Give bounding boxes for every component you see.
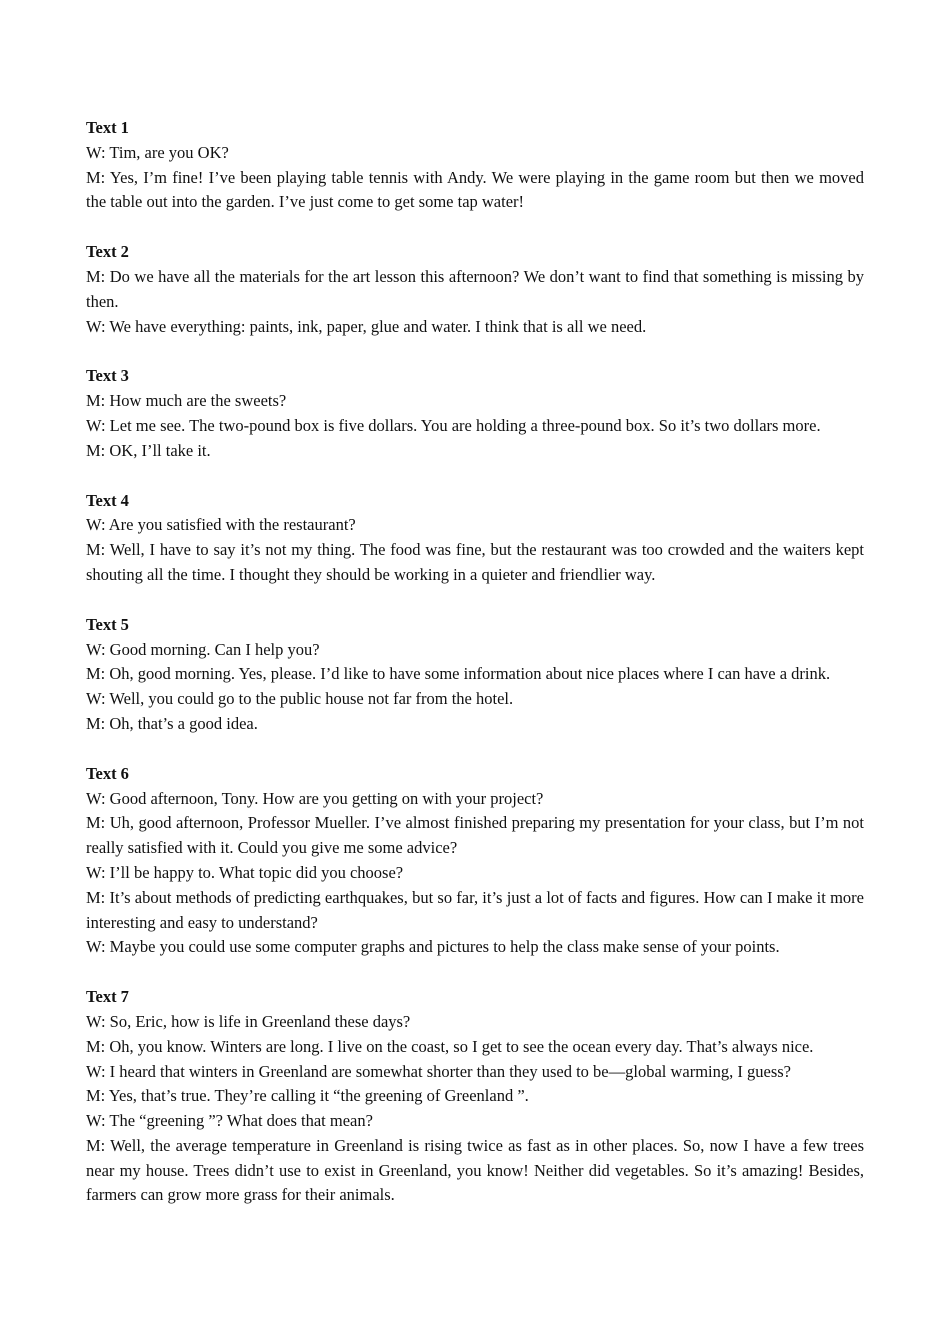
dialogue-line: W: I heard that winters in Greenland are somewhat shorter than they used to be—global warming, I guess? [86,1061,792,1081]
dialogue-line: W: Tim, are you OK? [86,142,229,162]
text-4-section [86,489,864,588]
dialogue-line: W: Well, you could go to the public house not far from the hotel. [86,689,514,709]
dialogue-line: W: Good afternoon, Tony. How are you getting on with your project? [86,788,544,808]
text-5-section [86,613,864,737]
section-title: Text 5 [86,614,129,634]
dialogue-line: W: We have everything: paints, ink, paper, glue and water. I think that is all we need. [86,316,647,336]
dialogue-line: M: How much are the sweets? [86,391,287,411]
text-1-section [86,116,864,215]
text-2-section [86,240,864,339]
dialogue-line: M: Well, I have to say it’s not my thing. The food was fine, but the restaurant was too crowded and the waiters kept shouting all the time. I thought they should be working in a quieter and friendlier way. [86,540,864,584]
section-title: Text 1 [86,118,129,137]
document-page [86,116,864,1233]
dialogue-line: W: Maybe you could use some computer graphs and pictures to help the class make sense of your points. [86,937,780,957]
text-3-section [86,364,864,463]
text-7-section [86,985,864,1208]
dialogue-line: W: The “greening ”? What does that mean? [86,1111,373,1131]
dialogue-line: M: It’s about methods of predicting earthquakes, but so far, it’s just a lot of facts and figures. How can I make it more interesting and easy to understand? [86,887,864,932]
dialogue-line: M: Do we have all the materials for the art lesson this afternoon? We don’t want to find that something is missing by then. [86,266,864,311]
section-title: Text 4 [86,490,129,510]
dialogue-line: M: OK, I’ll take it. [86,440,211,460]
dialogue-line: W: Are you satisfied with the restaurant? [86,515,356,535]
dialogue-line: W: So, Eric, how is life in Greenland these days? [86,1011,411,1031]
section-title: Text 7 [86,987,129,1007]
text-6-section [86,762,864,960]
dialogue-line: M: Well, the average temperature in Greenland is rising twice as fast as in other places. So, now I have a few trees near my house. Trees didn’t use to exist in Greenland, you know! Neither did vegetables. So it’s amazing! Besides, farmers can grow more grass for their animals. [86,1135,864,1205]
dialogue-line: M: Yes, I’m fine! I’ve been playing table tennis with Andy. We were playing in the game room but then we moved the table out into the garden. I’ve just come to get some tap water! [86,167,864,212]
section-title: Text 3 [86,366,129,386]
section-title: Text 2 [86,242,129,262]
dialogue-line: W: Good morning. Can I help you? [86,639,320,659]
dialogue-line: M: Uh, good afternoon, Professor Mueller. I’ve almost finished preparing my presentation for your class, but I’m not really satisfied with it. Could you give me some advice? [86,813,864,858]
dialogue-line: M: Oh, that’s a good idea. [86,713,258,733]
dialogue-line: M: Oh, you know. Winters are long. I live on the coast, so I get to see the ocean every day. That’s always nice. [86,1036,814,1056]
dialogue-line: W: Let me see. The two-pound box is five dollars. You are holding a three-pound box. So it’s two dollars more. [86,415,821,435]
section-title: Text 6 [86,763,129,783]
dialogue-line: W: I’ll be happy to. What topic did you choose? [86,862,404,882]
dialogue-line: M: Oh, good morning. Yes, please. I’d like to have some information about nice places where I can have a drink. [86,664,831,684]
dialogue-line: M: Yes, that’s true. They’re calling it “the greening of Greenland ”. [86,1086,529,1106]
